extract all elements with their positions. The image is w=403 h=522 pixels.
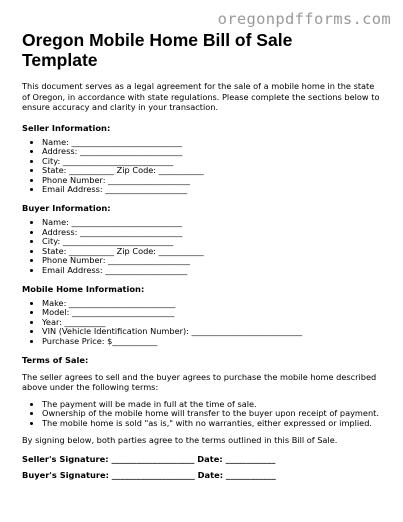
terms-item: • Ownership of the mobile home will transfer to the buyer upon receipt of payment.	[42, 409, 382, 419]
terms-item: • The mobile home is sold "as is," with no warranties, either expressed or implied.	[42, 419, 382, 429]
buyer-heading: Buyer Information:	[22, 203, 111, 214]
year-field[interactable]: • Year: __________	[42, 318, 382, 328]
closing-statement: By signing below, both parties agree to the terms outlined in this Bill of Sale.	[22, 435, 338, 446]
make-field[interactable]: • Make: __________________________	[42, 299, 382, 309]
terms-heading: Terms of Sale:	[22, 354, 89, 365]
document-page	[22, 30, 382, 480]
title-line-1: Oregon Mobile Home Bill of Sale	[22, 30, 293, 50]
seller-phone-field[interactable]: • Phone Number: ____________________	[42, 176, 382, 186]
terms-intro: The seller agrees to sell and the buyer agrees to purchase the mobile home described above under the following terms:	[22, 371, 377, 393]
vin-field[interactable]: • VIN (Vehicle Identification Number): ___________________________	[42, 327, 382, 337]
buyer-signature-line[interactable]: Buyer's Signature: ____________________ Date: ____________	[22, 469, 276, 480]
seller-name-field[interactable]: • Name: ___________________________	[42, 138, 382, 148]
site-watermark: oregonpdfforms.com	[217, 10, 391, 28]
buyer-list	[22, 218, 382, 276]
intro-paragraph: This document serves as a legal agreement for the sale of a mobile home in the state of Oregon, in accordance with state regulations. Please complete the sections below to ensure accuracy and clarity in your transaction.	[22, 81, 380, 112]
buyer-address-field[interactable]: • Address: _________________________	[42, 228, 382, 238]
purchase-price-field[interactable]: • Purchase Price: $___________	[42, 337, 382, 347]
model-field[interactable]: • Model: _________________________	[42, 308, 382, 318]
mobile-home-list	[22, 299, 382, 347]
seller-state-zip-field[interactable]: • State: ___________ Zip Code: ___________	[42, 166, 382, 176]
terms-list	[22, 400, 382, 429]
seller-list	[22, 138, 382, 196]
terms-item: • The payment will be made in full at the time of sale.	[42, 400, 382, 410]
document-title	[22, 30, 382, 70]
mobile-home-heading: Mobile Home Information:	[22, 283, 145, 294]
seller-heading: Seller Information:	[22, 122, 111, 133]
buyer-city-field[interactable]: • City: ___________________________	[42, 237, 382, 247]
buyer-state-zip-field[interactable]: • State: ___________ Zip Code: ___________	[42, 247, 382, 257]
seller-city-field[interactable]: • City: ___________________________	[42, 157, 382, 167]
buyer-name-field[interactable]: • Name: ___________________________	[42, 218, 382, 228]
title-line-2: Template	[22, 50, 98, 70]
buyer-phone-field[interactable]: • Phone Number: ____________________	[42, 256, 382, 266]
buyer-email-field[interactable]: • Email Address: ____________________	[42, 266, 382, 276]
seller-email-field[interactable]: • Email Address: ____________________	[42, 185, 382, 195]
seller-signature-line[interactable]: Seller's Signature: ____________________ Date: ____________	[22, 453, 276, 464]
seller-address-field[interactable]: • Address: _________________________	[42, 147, 382, 157]
